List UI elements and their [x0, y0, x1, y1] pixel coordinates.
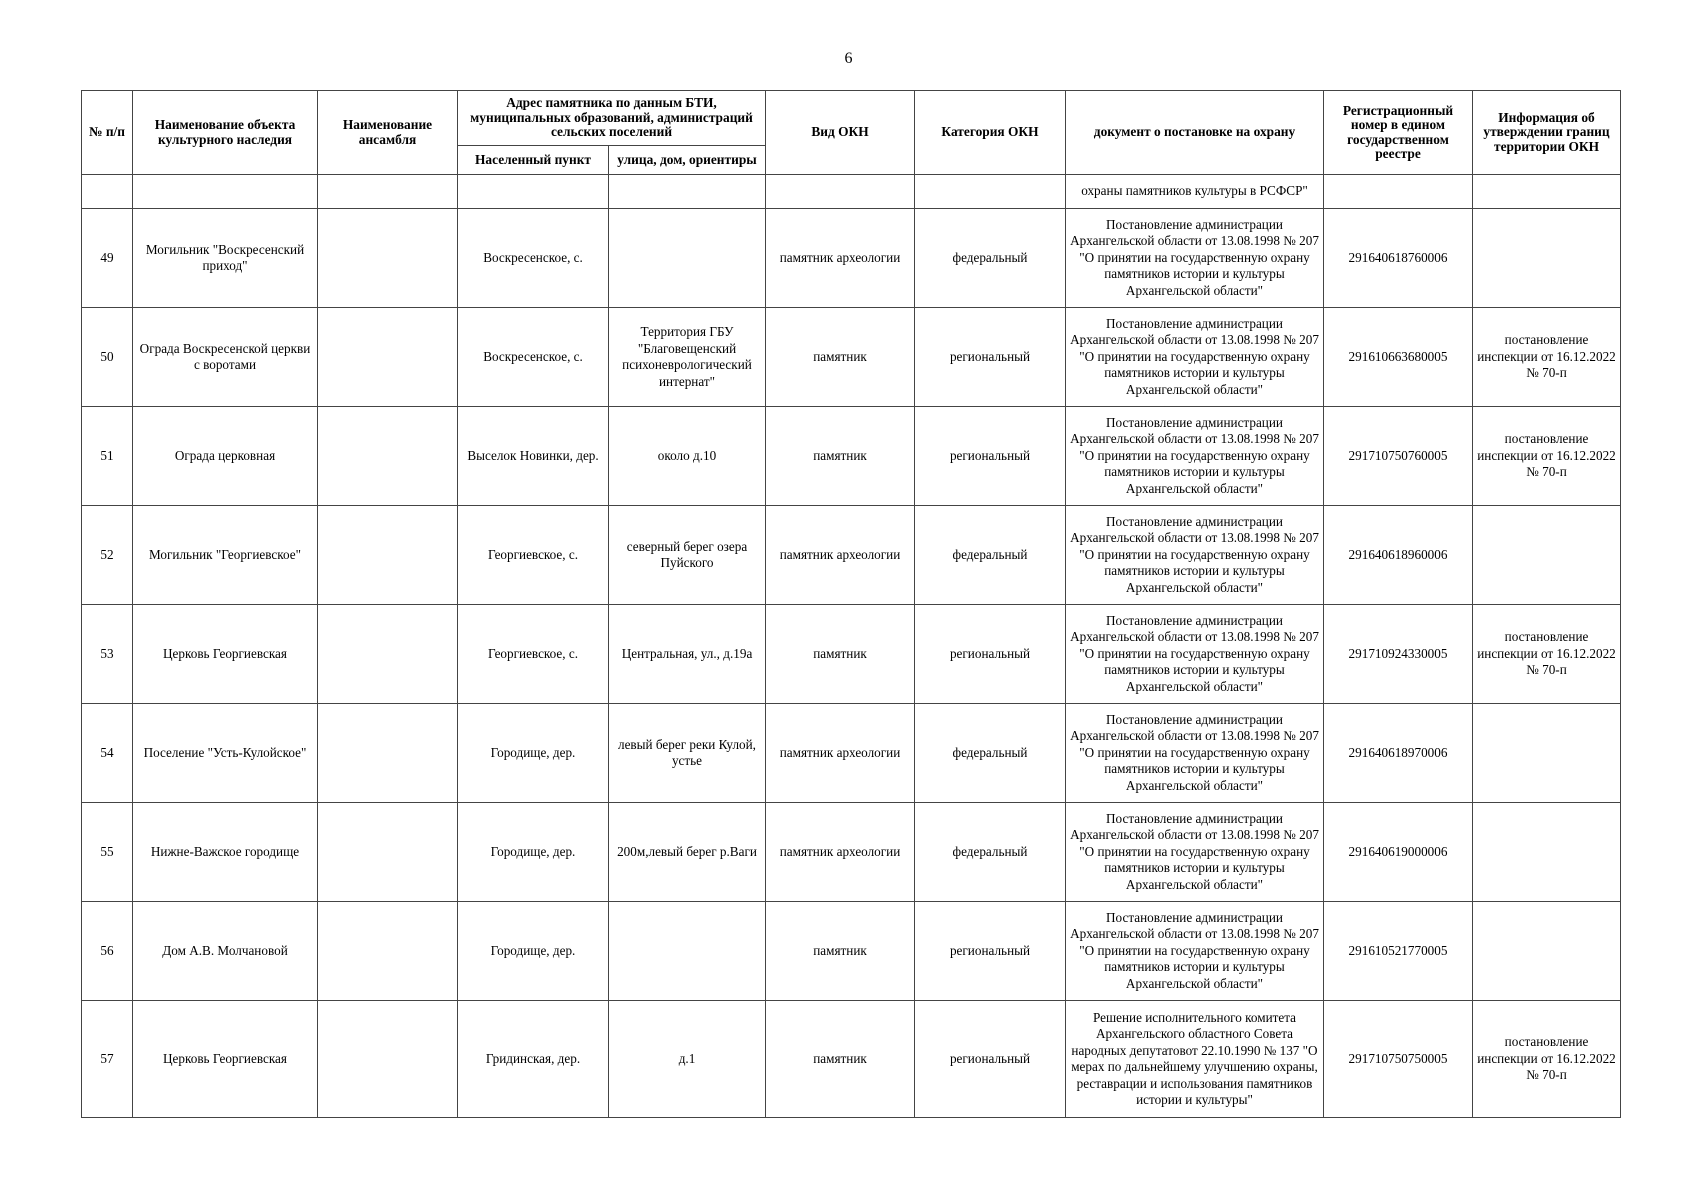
continuation-row	[82, 175, 1621, 209]
cell-category: федеральный	[915, 506, 1066, 605]
cell-street: северный берег озера Пуйского	[609, 506, 766, 605]
cell-category: федеральный	[915, 704, 1066, 803]
cell-street	[609, 902, 766, 1001]
cell-settlement: Выселок Новинки, дер.	[458, 407, 609, 506]
cell-category	[915, 175, 1066, 209]
cell-boundaries	[1473, 209, 1621, 308]
cell-document: Решение исполнительного комитета Архангельского областного Совета народных депутатовот 22.10.1990 № 137 "О мерах по дальнейшему улучшению охраны, реставрации и использования памятников истории и культуры"	[1066, 1001, 1324, 1118]
cell-document: Постановление администрации Архангельской области от 13.08.1998 № 207 "О принятии на государственную охрану памятников истории и культуры Архангельской области"	[1066, 209, 1324, 308]
cell-settlement: Воскресенское, с.	[458, 209, 609, 308]
cell-settlement: Городище, дер.	[458, 803, 609, 902]
cell-type: памятник	[766, 902, 915, 1001]
cell-ensemble	[318, 308, 458, 407]
cell-boundaries	[1473, 506, 1621, 605]
cell-document: Постановление администрации Архангельской области от 13.08.1998 № 207 "О принятии на государственную охрану памятников истории и культуры Архангельской области"	[1066, 605, 1324, 704]
cell-document: охраны памятников культуры в РСФСР"	[1066, 175, 1324, 209]
cell-name: Могильник "Георгиевское"	[133, 506, 318, 605]
cell-type: памятник	[766, 1001, 915, 1118]
cell-num: 57	[82, 1001, 133, 1118]
cell-document: Постановление администрации Архангельской области от 13.08.1998 № 207 "О принятии на государственную охрану памятников истории и культуры Архангельской области"	[1066, 902, 1324, 1001]
cell-boundaries: постановление инспекции от 16.12.2022 № 70-п	[1473, 308, 1621, 407]
cell-type: памятник	[766, 407, 915, 506]
cell-num: 52	[82, 506, 133, 605]
cell-ensemble	[318, 175, 458, 209]
cell-num: 55	[82, 803, 133, 902]
cell-settlement: Городище, дер.	[458, 704, 609, 803]
cell-settlement: Воскресенское, с.	[458, 308, 609, 407]
cell-name: Ограда церковная	[133, 407, 318, 506]
cell-type: памятник археологии	[766, 704, 915, 803]
cell-name: Поселение "Усть-Кулойское"	[133, 704, 318, 803]
cell-category: федеральный	[915, 209, 1066, 308]
cell-settlement: Георгиевское, с.	[458, 605, 609, 704]
table-row	[82, 902, 1621, 1001]
cell-boundaries: постановление инспекции от 16.12.2022 № 70-п	[1473, 605, 1621, 704]
header-type: Вид ОКН	[766, 91, 915, 175]
cell-type: памятник археологии	[766, 803, 915, 902]
cell-street: около д.10	[609, 407, 766, 506]
cell-street	[609, 175, 766, 209]
cell-boundaries	[1473, 704, 1621, 803]
table-row	[82, 506, 1621, 605]
header-num: № п/п	[82, 91, 133, 175]
cell-category: региональный	[915, 407, 1066, 506]
cell-num: 54	[82, 704, 133, 803]
cell-type: памятник археологии	[766, 506, 915, 605]
cell-reg-number	[1324, 175, 1473, 209]
header-category: Категория ОКН	[915, 91, 1066, 175]
header-document: документ о постановке на охрану	[1066, 91, 1324, 175]
cell-street: левый берег реки Кулой, устье	[609, 704, 766, 803]
cell-reg-number: 291710924330005	[1324, 605, 1473, 704]
table-row	[82, 704, 1621, 803]
cell-ensemble	[318, 407, 458, 506]
cell-settlement	[458, 175, 609, 209]
cell-ensemble	[318, 1001, 458, 1118]
cell-name: Дом А.В. Молчановой	[133, 902, 318, 1001]
cell-category: региональный	[915, 902, 1066, 1001]
table-row	[82, 1001, 1621, 1118]
cell-num: 50	[82, 308, 133, 407]
cell-street: Территория ГБУ "Благовещенский психоневрологический интернат"	[609, 308, 766, 407]
cell-boundaries: постановление инспекции от 16.12.2022 № 70-п	[1473, 407, 1621, 506]
cell-name: Церковь Георгиевская	[133, 605, 318, 704]
cell-document: Постановление администрации Архангельской области от 13.08.1998 № 207 "О принятии на государственную охрану памятников истории и культуры Архангельской области"	[1066, 803, 1324, 902]
cell-category: региональный	[915, 1001, 1066, 1118]
cell-num: 51	[82, 407, 133, 506]
cell-reg-number: 291610521770005	[1324, 902, 1473, 1001]
cell-settlement: Гридинская, дер.	[458, 1001, 609, 1118]
cell-num	[82, 175, 133, 209]
header-name: Наименование объекта культурного наследия	[133, 91, 318, 175]
cell-num: 53	[82, 605, 133, 704]
table-row	[82, 308, 1621, 407]
cell-street: Центральная, ул., д.19а	[609, 605, 766, 704]
cell-name: Ограда Воскресенской церкви с воротами	[133, 308, 318, 407]
cell-reg-number: 291640619000006	[1324, 803, 1473, 902]
cell-num: 49	[82, 209, 133, 308]
cell-street	[609, 209, 766, 308]
cell-category: региональный	[915, 308, 1066, 407]
header-boundaries: Информация об утверждении границ территории ОКН	[1473, 91, 1621, 175]
cell-reg-number: 291610663680005	[1324, 308, 1473, 407]
header-street: улица, дом, ориентиры	[609, 146, 766, 175]
cell-settlement: Городище, дер.	[458, 902, 609, 1001]
cell-document: Постановление администрации Архангельской области от 13.08.1998 № 207 "О принятии на государственную охрану памятников истории и культуры Архангельской области"	[1066, 506, 1324, 605]
header-ensemble: Наименование ансамбля	[318, 91, 458, 175]
cell-ensemble	[318, 506, 458, 605]
table-header	[82, 91, 1621, 175]
cell-reg-number: 291640618760006	[1324, 209, 1473, 308]
cell-settlement: Георгиевское, с.	[458, 506, 609, 605]
cell-boundaries: постановление инспекции от 16.12.2022 № 70-п	[1473, 1001, 1621, 1118]
cell-name	[133, 175, 318, 209]
cell-num: 56	[82, 902, 133, 1001]
table-body	[82, 175, 1621, 1118]
cell-boundaries	[1473, 175, 1621, 209]
table-row	[82, 407, 1621, 506]
cell-category: региональный	[915, 605, 1066, 704]
cell-name: Церковь Георгиевская	[133, 1001, 318, 1118]
cell-boundaries	[1473, 902, 1621, 1001]
heritage-registry-table	[81, 90, 1621, 1118]
cell-reg-number: 291710750760005	[1324, 407, 1473, 506]
table-row	[82, 803, 1621, 902]
table-row	[82, 605, 1621, 704]
cell-ensemble	[318, 803, 458, 902]
cell-ensemble	[318, 605, 458, 704]
cell-name: Могильник "Воскресенский приход"	[133, 209, 318, 308]
table-row	[82, 209, 1621, 308]
cell-type	[766, 175, 915, 209]
cell-category: федеральный	[915, 803, 1066, 902]
page-number: 6	[844, 50, 853, 67]
cell-type: памятник	[766, 605, 915, 704]
cell-name: Нижне-Важское городище	[133, 803, 318, 902]
cell-ensemble	[318, 902, 458, 1001]
cell-type: памятник	[766, 308, 915, 407]
header-settlement: Населенный пункт	[458, 146, 609, 175]
cell-street: 200м,левый берег р.Ваги	[609, 803, 766, 902]
cell-type: памятник археологии	[766, 209, 915, 308]
cell-reg-number: 291640618960006	[1324, 506, 1473, 605]
cell-document: Постановление администрации Архангельской области от 13.08.1998 № 207 "О принятии на государственную охрану памятников истории и культуры Архангельской области"	[1066, 308, 1324, 407]
header-reg-number: Регистрационный номер в едином государственном реестре	[1324, 91, 1473, 175]
header-address: Адрес памятника по данным БТИ, муниципальных образований, администраций сельских поселений	[458, 91, 766, 146]
cell-street: д.1	[609, 1001, 766, 1118]
cell-document: Постановление администрации Архангельской области от 13.08.1998 № 207 "О принятии на государственную охрану памятников истории и культуры Архангельской области"	[1066, 704, 1324, 803]
cell-reg-number: 291640618970006	[1324, 704, 1473, 803]
cell-boundaries	[1473, 803, 1621, 902]
cell-ensemble	[318, 209, 458, 308]
cell-document: Постановление администрации Архангельской области от 13.08.1998 № 207 "О принятии на государственную охрану памятников истории и культуры Архангельской области"	[1066, 407, 1324, 506]
cell-ensemble	[318, 704, 458, 803]
cell-reg-number: 291710750750005	[1324, 1001, 1473, 1118]
